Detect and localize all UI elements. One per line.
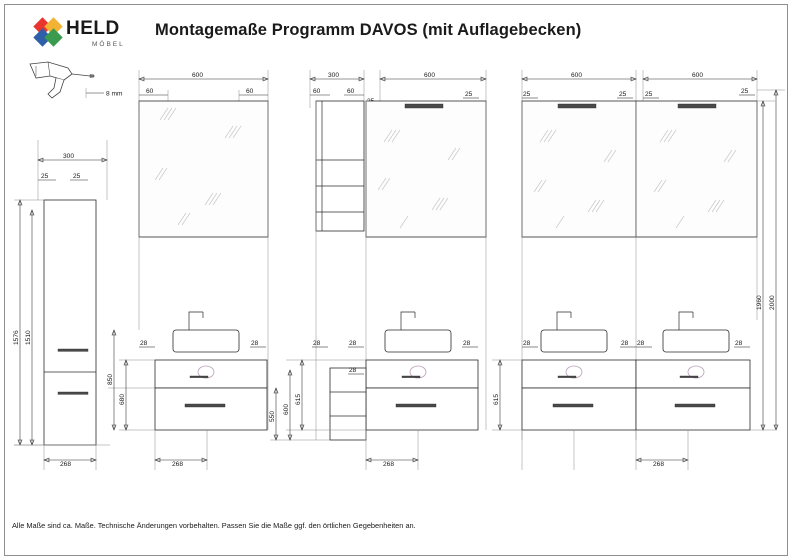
svg-text:615: 615 [493, 393, 500, 405]
footer-note: Alle Maße sind ca. Maße. Technische Änderungen vorbehalten. Passen Sie die Maße ggf. den örtlichen Gegebenheiten an. [12, 521, 416, 530]
svg-text:28: 28 [621, 340, 629, 347]
svg-text:28: 28 [349, 367, 357, 374]
svg-text:60: 60 [246, 88, 254, 95]
svg-text:28: 28 [140, 340, 148, 347]
svg-text:25: 25 [73, 173, 81, 180]
svg-text:2000: 2000 [769, 295, 776, 310]
page-title: Montagemaße Programm DAVOS (mit Auflagebecken) [155, 21, 582, 39]
svg-text:28: 28 [349, 340, 357, 347]
brand-name: HELD [66, 18, 120, 39]
svg-text:600: 600 [424, 72, 436, 79]
svg-text:268: 268 [383, 461, 395, 468]
svg-text:600: 600 [571, 72, 583, 79]
svg-text:25: 25 [645, 91, 653, 98]
svg-text:25: 25 [741, 88, 749, 95]
svg-text:28: 28 [313, 340, 321, 347]
svg-text:25: 25 [523, 91, 531, 98]
svg-text:1960: 1960 [756, 295, 763, 310]
svg-text:25: 25 [619, 91, 627, 98]
svg-text:8 mm: 8 mm [106, 90, 123, 98]
svg-text:300: 300 [63, 153, 75, 160]
svg-text:300: 300 [328, 72, 340, 79]
svg-text:268: 268 [172, 461, 184, 468]
svg-text:60: 60 [313, 88, 321, 95]
svg-text:28: 28 [523, 340, 531, 347]
svg-text:28: 28 [463, 340, 471, 347]
svg-text:1510: 1510 [25, 330, 32, 345]
svg-text:680: 680 [119, 393, 126, 405]
svg-text:28: 28 [637, 340, 645, 347]
svg-text:28: 28 [251, 340, 259, 347]
svg-text:600: 600 [692, 72, 704, 79]
svg-text:268: 268 [60, 461, 72, 468]
svg-text:550: 550 [269, 410, 276, 422]
svg-text:60: 60 [347, 88, 355, 95]
svg-text:60: 60 [146, 88, 154, 95]
brand-subtitle: MÖBEL [92, 41, 125, 48]
svg-text:268: 268 [653, 461, 665, 468]
svg-text:850: 850 [107, 373, 114, 385]
svg-text:25: 25 [465, 91, 473, 98]
svg-text:1576: 1576 [13, 330, 20, 345]
svg-text:600: 600 [192, 72, 204, 79]
svg-text:615: 615 [295, 393, 302, 405]
svg-text:25: 25 [41, 173, 49, 180]
svg-text:28: 28 [735, 340, 743, 347]
svg-text:600: 600 [283, 403, 290, 415]
